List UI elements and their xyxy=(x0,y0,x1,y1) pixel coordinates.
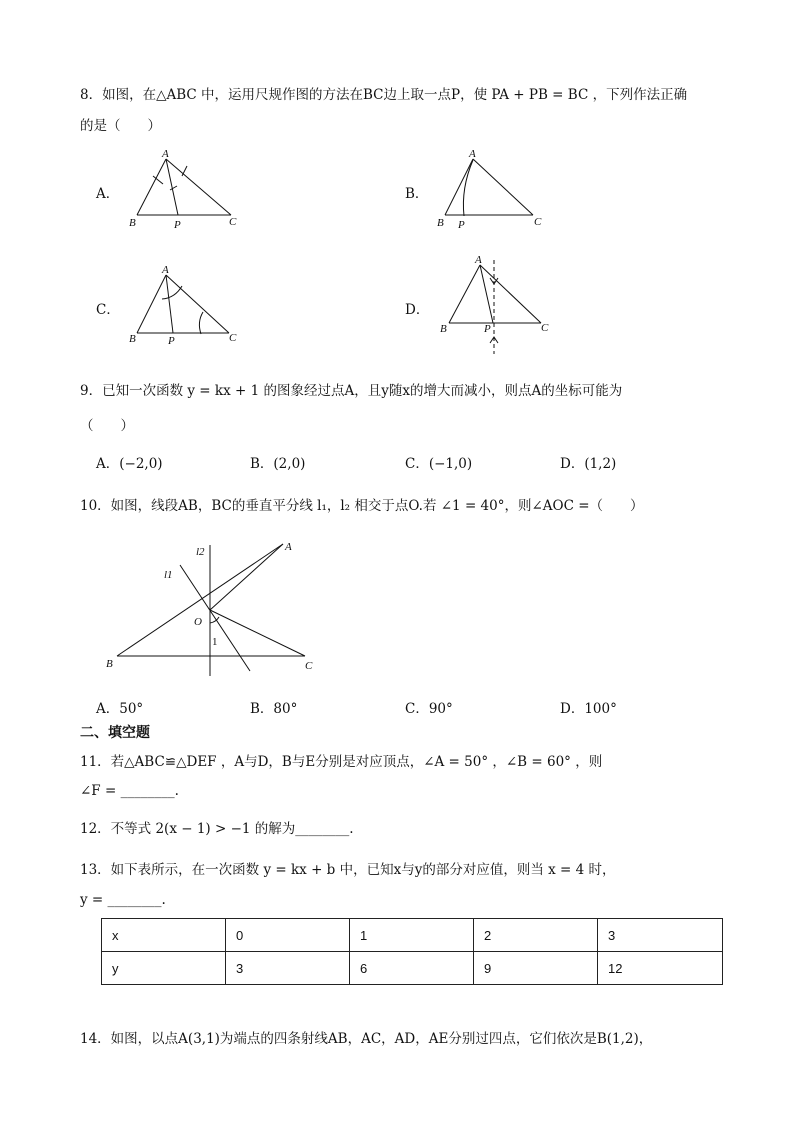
q10-label-angle: 1 xyxy=(212,636,218,648)
table-cell: 1 xyxy=(350,919,474,952)
fig-c-label-c: C xyxy=(229,332,237,344)
fig-d-label-b: B xyxy=(440,323,447,335)
q8-line2: 的是（ ） xyxy=(80,118,161,134)
fig-d-label-p: P xyxy=(484,323,491,335)
table-row xyxy=(102,952,723,985)
q8-figure-a xyxy=(125,148,250,233)
fig-d-label-a: A xyxy=(475,254,482,266)
fig-a-label-b: B xyxy=(129,217,136,229)
q10-figure xyxy=(100,535,325,685)
table-cell: 12 xyxy=(598,952,723,985)
fig-c-ab xyxy=(137,275,166,333)
q13-value-table xyxy=(101,918,723,985)
table-cell: y xyxy=(102,952,226,985)
fig-b-label-a: A xyxy=(469,148,476,160)
table-cell: 6 xyxy=(350,952,474,985)
q8-option-a-label[interactable]: A． xyxy=(96,186,120,202)
fig-b-label-p: P xyxy=(458,219,465,231)
fig-c-label-p: P xyxy=(168,335,175,347)
q10-option-b[interactable]: B．80° xyxy=(250,701,298,717)
q10-option-a[interactable]: A．50° xyxy=(96,701,144,717)
fig-a-label-c: C xyxy=(229,216,237,228)
q9-option-d[interactable]: D．(1,2) xyxy=(560,456,617,472)
q12-text[interactable]: 12．不等式 2(x − 1) > −1 的解为________. xyxy=(80,821,354,837)
q10-oc xyxy=(210,610,305,656)
q13-line2[interactable]: y = ________. xyxy=(80,892,166,908)
q10-option-d[interactable]: D．100° xyxy=(560,701,617,717)
fig-b-ac xyxy=(473,159,533,215)
q9-text: 9．已知一次函数 y = kx + 1 的图象经过点A，且y随x的增大而减小，则点A的坐标可能为 xyxy=(80,383,623,399)
q8-line1: 8．如图，在△ABC 中，运用尺规作图的方法在BC边上取一点P，使 PA + PB = BC ，下列作法正确 xyxy=(80,87,688,103)
q8-figure-d xyxy=(435,252,560,357)
q10-label-b: B xyxy=(106,658,113,670)
q8-figure-b xyxy=(433,148,558,233)
q13-line1: 13．如下表所示，在一次函数 y = kx + b 中，已知x与y的部分对应值，则当 x = 4 时， xyxy=(80,862,616,878)
q10-l1 xyxy=(180,565,250,671)
fig-a-arc3 xyxy=(170,186,177,190)
section-fill-in-heading: 二、填空题 xyxy=(80,725,150,741)
table-cell: 9 xyxy=(474,952,598,985)
q11-line2[interactable]: ∠F = ________. xyxy=(80,783,179,799)
table-cell: 0 xyxy=(226,919,350,952)
q8-figure-c xyxy=(125,262,250,347)
fig-a-label-p: P xyxy=(174,219,181,231)
q14-text: 14．如图，以点A(3,1)为端点的四条射线AB，AC，AD，AE分别过四点，它们依次是B(1,2)， xyxy=(80,1031,653,1047)
fig-a-ab xyxy=(137,159,166,215)
q10-ab xyxy=(117,544,283,656)
fig-d-ac xyxy=(480,265,541,323)
table-row xyxy=(102,919,723,952)
q10-label-l1: l1 xyxy=(164,569,173,581)
fig-a-label-a: A xyxy=(162,148,169,160)
fig-b-label-c: C xyxy=(534,216,542,228)
table-cell: 3 xyxy=(226,952,350,985)
q10-label-o: O xyxy=(194,616,202,628)
fig-c-ap xyxy=(166,275,173,333)
q10-text: 10．如图，线段AB，BC的垂直平分线 l₁，l₂ 相交于点O.若 ∠1 = 40°，则∠AOC =（ ） xyxy=(80,498,644,514)
q9-paren: （ ） xyxy=(80,418,134,434)
fig-c-arc2 xyxy=(199,312,203,334)
fig-c-ac xyxy=(166,275,229,333)
fig-c-label-b: B xyxy=(129,333,136,345)
q10-label-a: A xyxy=(285,541,292,553)
fig-d-ap xyxy=(480,265,493,323)
q9-option-a[interactable]: A．(−2,0) xyxy=(96,456,163,472)
q8-option-d-label[interactable]: D． xyxy=(405,302,430,318)
fig-a-arc1 xyxy=(153,176,163,184)
q11-line1: 11．若△ABC≌△DEF ，A与D，B与E分别是对应顶点，∠A = 50° ，∠B = 60° ，则 xyxy=(80,754,603,770)
fig-d-ab xyxy=(449,265,480,323)
q8-option-b-label[interactable]: B． xyxy=(405,186,429,202)
q10-option-c[interactable]: C．90° xyxy=(405,701,453,717)
q10-label-c: C xyxy=(305,660,313,672)
table-cell: 2 xyxy=(474,919,598,952)
q8-option-c-label[interactable]: C． xyxy=(96,302,120,318)
q9-option-c[interactable]: C．(−1,0) xyxy=(405,456,473,472)
table-cell: x xyxy=(102,919,226,952)
fig-d-label-c: C xyxy=(541,322,549,334)
table-cell: 3 xyxy=(598,919,723,952)
fig-c-label-a: A xyxy=(162,264,169,276)
fig-b-label-b: B xyxy=(437,217,444,229)
q10-label-l2: l2 xyxy=(196,546,205,558)
fig-b-ab xyxy=(445,159,473,215)
q9-option-b[interactable]: B．(2,0) xyxy=(250,456,306,472)
fig-c-arc1 xyxy=(162,286,182,299)
q10-oa xyxy=(210,544,283,610)
